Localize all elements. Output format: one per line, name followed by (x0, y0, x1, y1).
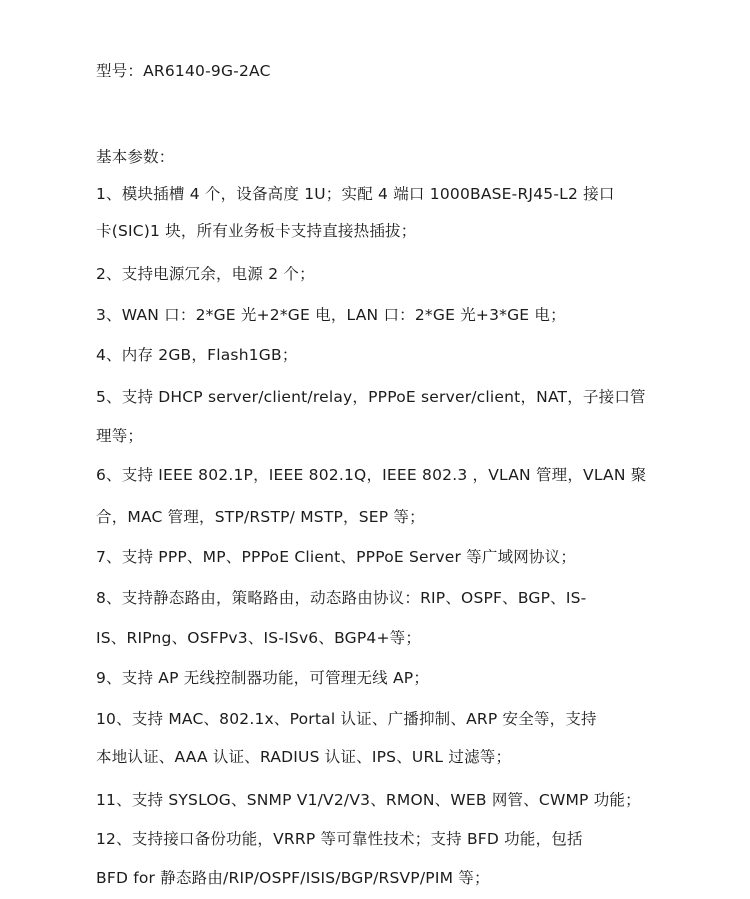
param-line: 卡(SIC)1 块，所有业务板卡支持直接热插拔； (96, 222, 417, 240)
param-line: 12、支持接口备份功能，VRRP 等可靠性技术；支持 BFD 功能，包括 (96, 830, 583, 848)
param-line: 10、支持 MAC、802.1x、Portal 认证、广播抑制、ARP 安全等，支持 (96, 710, 597, 728)
param-line: 2、支持电源冗余，电源 2 个； (96, 265, 315, 283)
param-line: 8、支持静态路由，策略路由，动态路由协议：RIP、OSPF、BGP、IS- (96, 589, 587, 607)
param-line: 3、WAN 口：2*GE 光+2*GE 电，LAN 口：2*GE 光+3*GE 电； (96, 306, 566, 324)
param-line: IS、RIPng、OSFPv3、IS-ISv6、BGP4+等； (96, 629, 422, 647)
param-line: 本地认证、AAA 认证、RADIUS 认证、IPS、URL 过滤等； (96, 748, 512, 766)
section-heading: 基本参数： (96, 148, 175, 166)
param-line: 1、模块插槽 4 个，设备高度 1U；实配 4 端口 1000BASE-RJ45-L2 接口 (96, 185, 615, 203)
param-line: BFD for 静态路由/RIP/OSPF/ISIS/BGP/RSVP/PIM 等； (96, 869, 490, 887)
param-line: 5、支持 DHCP server/client/relay，PPPoE server/client，NAT，子接口管 (96, 388, 646, 406)
param-line: 11、支持 SYSLOG、SNMP V1/V2/V3、RMON、WEB 网管、CWMP 功能； (96, 791, 641, 809)
param-line: 理等； (96, 427, 144, 445)
param-line: 合，MAC 管理，STP/RSTP/ MSTP，SEP 等； (96, 508, 425, 526)
param-line: 7、支持 PPP、MP、PPPoE Client、PPPoE Server 等广域网协议； (96, 548, 577, 566)
param-line: 6、支持 IEEE 802.1P，IEEE 802.1Q，IEEE 802.3 ，VLAN 管理，VLAN 聚 (96, 466, 647, 484)
model-line: 型号：AR6140-9G-2AC (96, 62, 271, 80)
param-line: 9、支持 AP 无线控制器功能，可管理无线 AP； (96, 669, 430, 687)
param-line: 4、内存 2GB，Flash1GB； (96, 346, 298, 364)
